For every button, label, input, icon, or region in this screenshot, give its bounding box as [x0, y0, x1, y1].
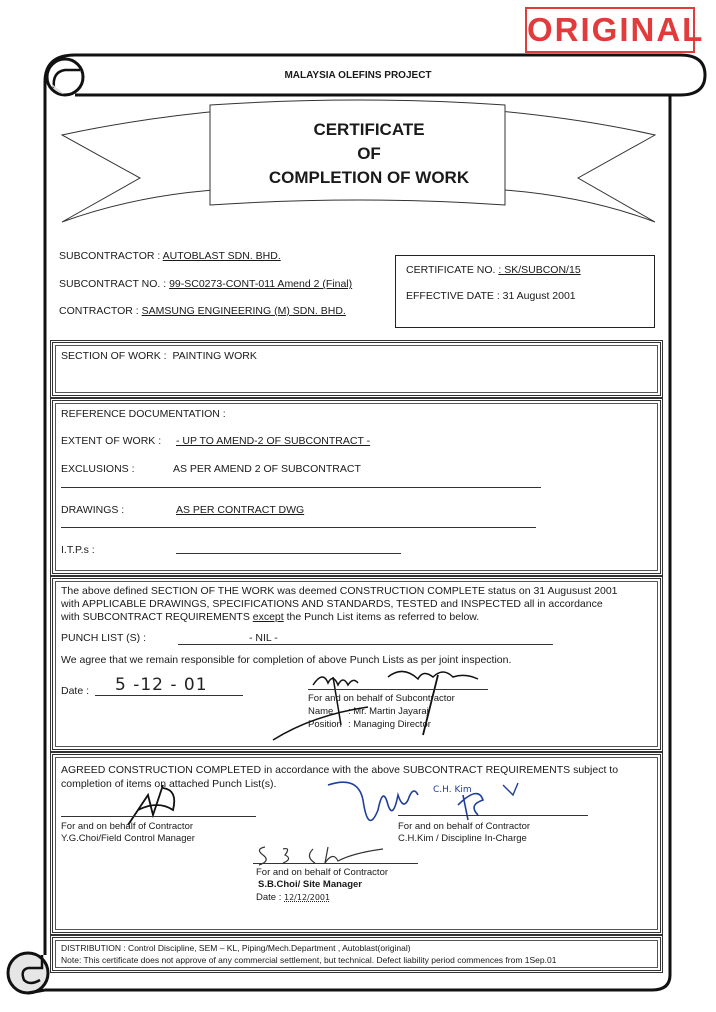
certificate-title-line-1: CERTIFICATE — [313, 120, 425, 139]
original-stamp: ORIGINAL — [525, 7, 695, 53]
left-name: Y.G.Choi/Field Control Manager — [61, 833, 195, 844]
subcontractor-behalf: For and on behalf of Subcontractor — [308, 693, 455, 704]
subcontractor-label: SUBCONTRACTOR : — [59, 250, 161, 262]
itps-label: I.T.P.s : — [61, 544, 95, 556]
certificate-no-value: : SK/SUBCON/15 — [498, 264, 581, 276]
right-name: C.H.Kim / Discipline In-Charge — [398, 833, 527, 844]
except-word: except — [252, 611, 284, 623]
center-date-label: Date : — [256, 892, 282, 903]
contractor-field — [59, 305, 346, 317]
agree-statement: We agree that we remain responsible for completion of above Punch Lists as per joint inspection. — [61, 654, 512, 666]
effective-date-value: 31 August 2001 — [502, 290, 576, 302]
certificate-info-box — [395, 255, 655, 328]
center-signature-line — [253, 863, 418, 864]
drawings-rule — [61, 527, 536, 528]
reference-heading: REFERENCE DOCUMENTATION : — [61, 408, 226, 420]
position-label: Position — [308, 719, 342, 730]
completion-line-1: The above defined SECTION OF THE WORK was deemed CONSTRUCTION COMPLETE status on 31 Augusust 2001 — [61, 585, 618, 597]
center-date-value: 12/12/2001 — [284, 893, 331, 902]
agreed-completion-box — [50, 752, 663, 935]
contractor-label: CONTRACTOR : — [59, 305, 139, 317]
left-behalf: For and on behalf of Contractor — [61, 821, 194, 832]
effective-date-label: EFFECTIVE DATE : — [406, 290, 500, 302]
name-label: Name — [308, 706, 334, 717]
date-label: Date : — [61, 685, 90, 697]
certificate-title-line-3: COMPLETION OF WORK — [268, 168, 470, 187]
project-title: MALAYSIA OLEFINS PROJECT — [284, 70, 432, 81]
date-line — [95, 695, 243, 696]
distribution-box — [50, 935, 663, 973]
distribution-text: DISTRIBUTION : Control Discipline, SEM – KL, Piping/Mech.Department , Autoblast(original) — [61, 943, 411, 953]
subcontract-no-field — [59, 278, 352, 290]
subcontractor-field — [59, 250, 281, 262]
certificate-no-label: CERTIFICATE NO. — [406, 264, 496, 276]
contractor-value: SAMSUNG ENGINEERING (M) SDN. BHD. — [141, 305, 346, 317]
punch-list-line — [178, 644, 553, 645]
sb-choi-signature — [253, 839, 423, 869]
punch-list-label: PUNCH LIST (S) : — [61, 632, 146, 644]
center-behalf: For and on behalf of Contractor — [256, 867, 389, 878]
position-value: : Managing Director — [348, 719, 431, 730]
certificate-title-line-2: OF — [357, 144, 381, 163]
liability-note: Note: This certificate does not approve of any commercial settlement, but technical. Defect liability period commences from 1Sep.01 — [61, 955, 557, 965]
punch-list-value: - NIL - — [249, 632, 278, 644]
name-value: : Mr. Martin Jayaraj — [348, 706, 429, 717]
completion-line-3-a: with SUBCONTRACT REQUIREMENTS — [61, 611, 253, 623]
reference-documentation-box — [50, 398, 663, 576]
center-name: S.B.Choi/ Site Manager — [258, 879, 362, 890]
completion-statement-box — [50, 576, 663, 752]
exclusions-rule — [61, 487, 541, 488]
agreed-line-1: AGREED CONSTRUCTION COMPLETED in accordance with the above SUBCONTRACT REQUIREMENTS subject to — [61, 764, 619, 776]
section-of-work-value: PAINTING WORK — [172, 350, 257, 362]
extent-label: EXTENT OF WORK : — [61, 435, 162, 447]
ch-kim-initials: C.H. Kim — [433, 785, 472, 795]
subcontractor-signature — [253, 665, 503, 745]
exclusions-value: AS PER AMEND 2 OF SUBCONTRACT — [173, 463, 361, 475]
completion-line-2: with APPLICABLE DRAWINGS, SPECIFICATIONS AND STANDARDS, TESTED and INSPECTED all in accordance — [61, 598, 603, 610]
completion-line-3-b: the Punch List items as referred to below. — [283, 611, 480, 623]
agreed-line-2: completion of items on attached Punch List(s). — [61, 778, 277, 790]
right-behalf: For and on behalf of Contractor — [398, 821, 531, 832]
subcontractor-signature-line — [308, 689, 488, 690]
subcontractor-value: AUTOBLAST SDN. BHD. — [162, 250, 281, 262]
right-signature-line — [398, 815, 588, 816]
section-of-work-box — [50, 340, 663, 398]
subcontract-no-value: 99-SC0273-CONT-011 Amend 2 (Final) — [169, 278, 353, 290]
effective-date-field — [406, 290, 576, 302]
drawings-label: DRAWINGS : — [61, 504, 125, 516]
center-date-field — [256, 892, 330, 903]
section-of-work-label: SECTION OF WORK : — [61, 350, 167, 362]
drawings-value: AS PER CONTRACT DWG — [176, 504, 305, 516]
certificate-no-field — [406, 264, 581, 276]
subcontract-no-label: SUBCONTRACT NO. : — [59, 278, 167, 290]
section-of-work-field — [61, 350, 257, 362]
extent-value: - UP TO AMEND-2 OF SUBCONTRACT - — [176, 435, 371, 447]
completion-line-3 — [61, 611, 479, 623]
itps-blank-line — [176, 553, 401, 554]
exclusions-label: EXCLUSIONS : — [61, 463, 135, 475]
handwritten-date: 5 -12 - 01 — [115, 675, 208, 695]
left-signature-line — [61, 816, 256, 817]
